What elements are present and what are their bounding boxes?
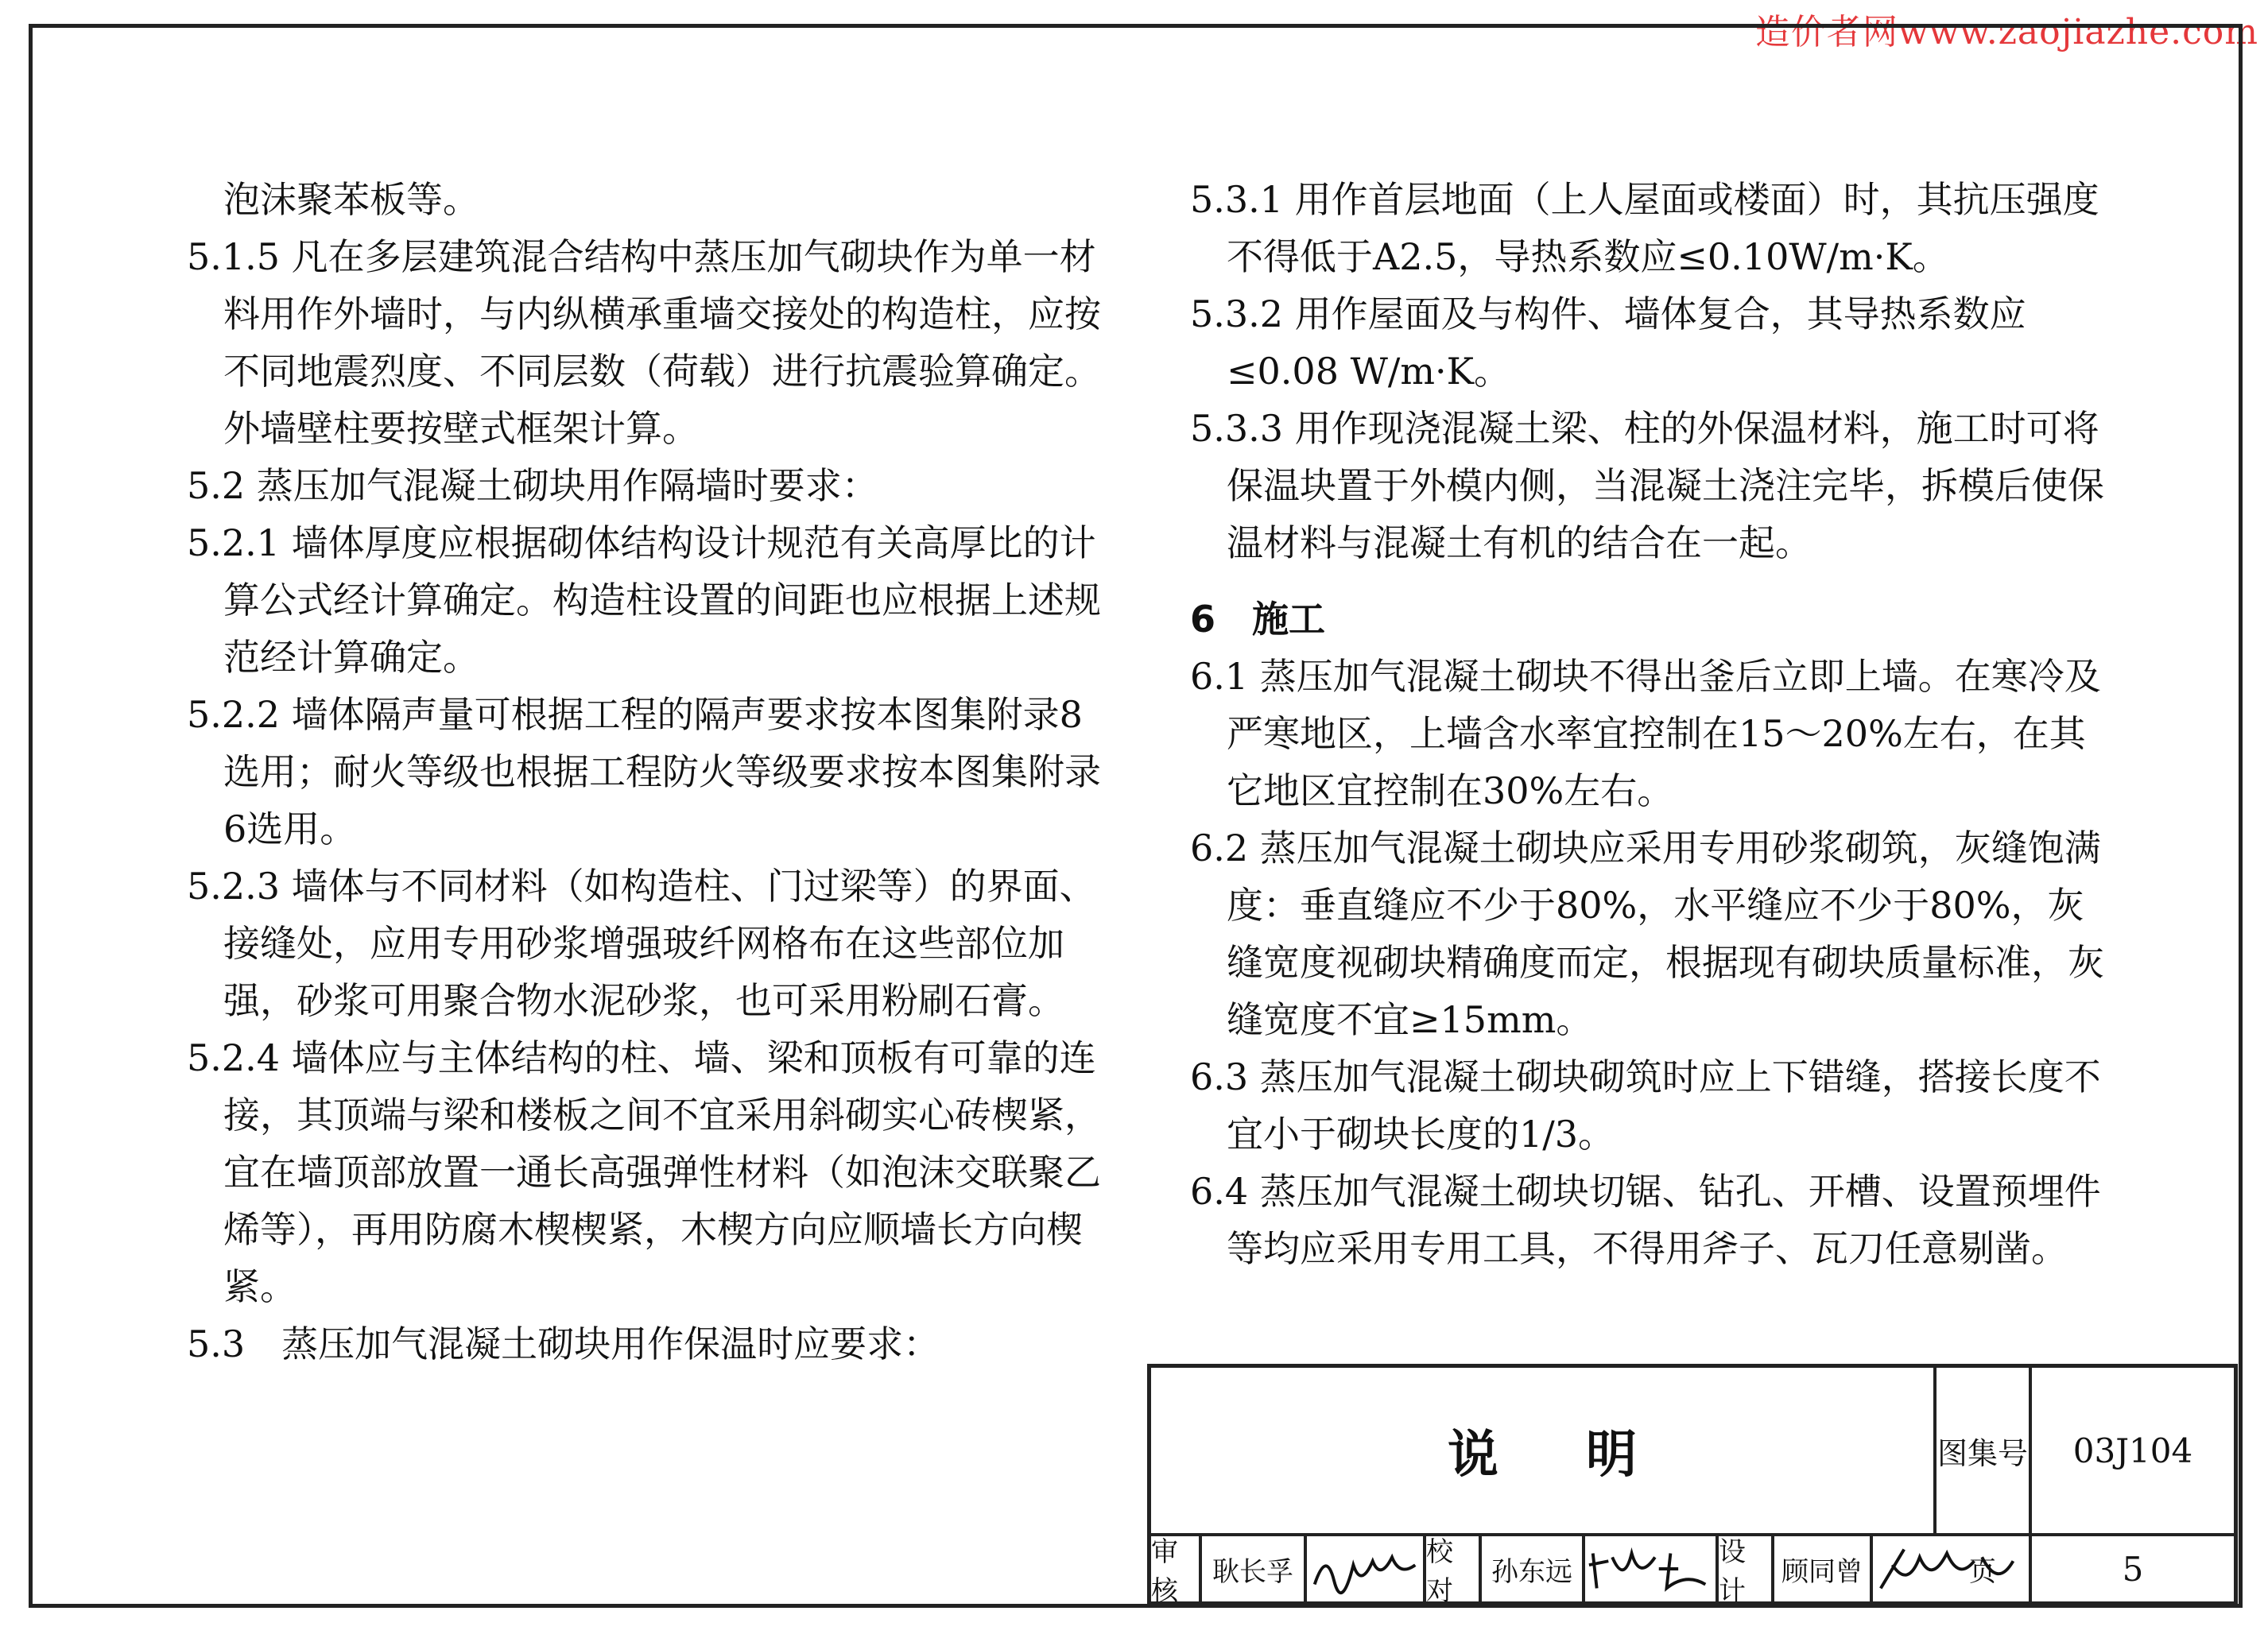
paragraph: 5.3.2 用作屋面及与构件、墙体复合，其导热系数应≤0.08 W/m·K。	[1190, 292, 2026, 393]
design-label: 设计	[1719, 1536, 1774, 1601]
section-number: 6	[1190, 598, 1216, 641]
paragraph: 5.3.3 用作现浇混凝土梁、柱的外保温材料，施工时可将保温块置于外模内侧，当混凝土浇注完毕，拆模后使保温材料与混凝土有机的结合在一起。	[1190, 407, 2104, 564]
title-block-top-row	[1151, 1368, 2234, 1536]
check-label: 校对	[1426, 1536, 1482, 1601]
paragraph: 5.2.2 墙体隔声量可根据工程的隔声要求按本图集附录8选用；耐火等级也根据工程防火等级要求按本图集附录6选用。	[187, 693, 1101, 850]
paragraph: 泡沫聚苯板等。	[223, 178, 479, 221]
left-text-column	[187, 171, 1101, 1373]
paragraph: 6.1 蒸压加气混凝土砌块不得出釜后立即上墙。在寒冷及严寒地区，上墙含水率宜控制在15～20%左右，在其它地区宜控制在30%左右。	[1190, 655, 2101, 812]
title-block-signature-row	[1151, 1536, 2234, 1607]
section-title: 施工	[1252, 598, 1325, 641]
checker-name: 孙东远	[1482, 1536, 1585, 1601]
review-label: 审核	[1151, 1536, 1202, 1601]
atlas-number-label: 图集号	[1937, 1368, 2032, 1533]
reviewer-signature	[1307, 1536, 1426, 1601]
reviewer-name: 耿长孚	[1202, 1536, 1307, 1601]
drawing-title: 说明	[1151, 1368, 1937, 1533]
paragraph: 5.2.3 墙体与不同材料（如构造柱、门过梁等）的界面、接缝处，应用专用砂浆增强玻纤网格布在这些部位加强，砂浆可用聚合物水泥砂浆，也可采用粉刷石膏。	[187, 865, 1096, 1022]
paragraph: 5.3 蒸压加气混凝土砌块用作保温时应要求：	[187, 1322, 940, 1365]
paragraph: 6.2 蒸压加气混凝土砌块应采用专用砂浆砌筑，灰缝饱满度：垂直缝应不少于80%，水平缝应不少于80%，灰缝宽度视砌块精确度而定，根据现有砌块质量标准，灰缝宽度不宜≥15mm。	[1190, 827, 2104, 1041]
paragraph: 5.2 蒸压加气混凝土砌块用作隔墙时要求：	[187, 464, 878, 507]
watermark-text: 造价者网www.zaojiazhe.com	[1754, 12, 2258, 52]
page-number: 5	[2122, 1549, 2144, 1589]
paragraph: 5.1.5 凡在多层建筑混合结构中蒸压加气砌块作为单一材料用作外墙时，与内纵横承重墙交接处的构造柱，应按不同地震烈度、不同层数（荷载）进行抗震验算确定。外墙壁柱要按壁式框架计算。	[187, 235, 1101, 450]
atlas-number-value: 03J104	[2072, 1431, 2193, 1470]
paragraph: 5.2.1 墙体厚度应根据砌体结构设计规范有关高厚比的计算公式经计算确定。构造柱设置的间距也应根据上述规范经计算确定。	[187, 521, 1101, 679]
section-heading	[1190, 591, 2104, 648]
paragraph: 6.3 蒸压加气混凝土砌块砌筑时应上下错缝，搭接长度不宜小于砌块长度的1/3。	[1190, 1055, 2101, 1156]
page-label: 页	[1937, 1536, 2032, 1601]
paragraph: 6.4 蒸压加气混凝土砌块切锯、钻孔、开槽、设置预埋件等均应采用专用工具，不得用斧子、瓦刀任意剔凿。	[1190, 1170, 2101, 1270]
checker-signature	[1585, 1536, 1719, 1601]
right-text-column	[1190, 171, 2104, 1277]
paragraph: 5.2.4 墙体应与主体结构的柱、墙、梁和顶板有可靠的连接，其顶端与梁和楼板之间不宜采用斜砌实心砖楔紧，宜在墙顶部放置一通长高强弹性材料（如泡沫交联聚乙烯等），再用防腐木楔楔紧，木楔方向应顺墙长方向楔紧。	[187, 1036, 1101, 1308]
paragraph: 5.3.1 用作首层地面（上人屋面或楼面）时，其抗压强度不得低于A2.5，导热系数应≤0.10W/m·K。	[1190, 178, 2099, 278]
designer-name: 顾同曾	[1774, 1536, 1873, 1601]
title-block	[1147, 1364, 2238, 1605]
